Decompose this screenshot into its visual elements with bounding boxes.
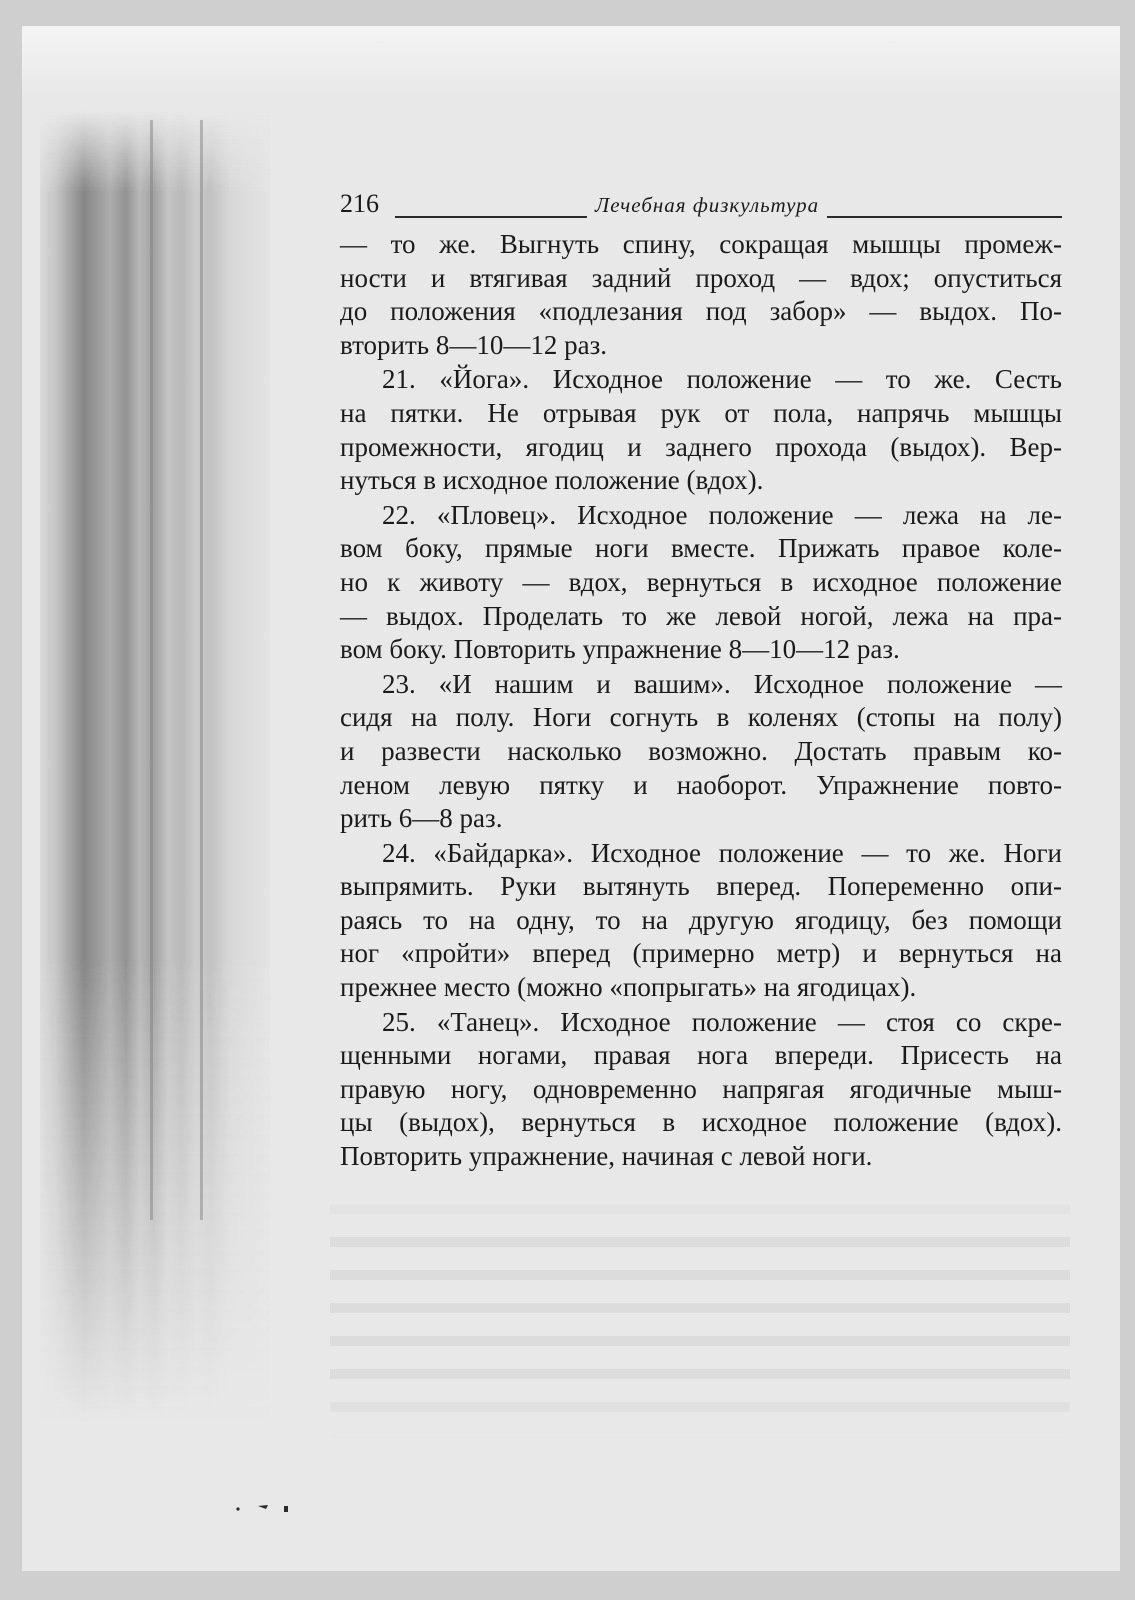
text-line: ности и втягивая задний проход — вдох; опуститься bbox=[340, 262, 1062, 293]
page-content bbox=[340, 176, 1062, 1174]
exercise-25-heading-line: 25. «Танец». Исходное положение — стоя со скре- bbox=[382, 1006, 1062, 1037]
gutter-streak bbox=[200, 120, 203, 1220]
text-line: щенными ногами, правая нога впереди. Присесть на bbox=[340, 1040, 1062, 1071]
exercise-24-heading-line: 24. «Байдарка». Исходное положение — то же. Ноги bbox=[382, 837, 1062, 868]
running-header bbox=[340, 176, 1062, 218]
bleed-through-text bbox=[330, 1190, 1070, 1440]
text-line: раясь то на одну, то на другую ягодицу, без помощи bbox=[340, 904, 1062, 935]
text-line: леном левую пятку и наоборот. Упражнение повто- bbox=[340, 769, 1062, 800]
text-line: Повторить упражнение, начиная с левой ноги. bbox=[340, 1141, 873, 1172]
text-line: сидя на полу. Ноги согнуть в коленях (стопы на полу) bbox=[340, 702, 1062, 733]
body-text bbox=[340, 228, 1062, 1174]
text-line: вом боку. Повторить упражнение 8—10—12 раз. bbox=[340, 634, 900, 665]
book-gutter-shadow bbox=[40, 110, 270, 1480]
text-line: правую ногу, одновременно напрягая ягодичные мыш- bbox=[340, 1073, 1062, 1104]
text-line: и развести насколько возможно. Достать правым ко- bbox=[340, 735, 1062, 766]
text-line: на пятки. Не отрывая рук от пола, напрячь мышцы bbox=[340, 397, 1062, 428]
text-line: но к животу — вдох, вернуться в исходное положение bbox=[340, 566, 1062, 597]
page-top-shade bbox=[22, 26, 1120, 96]
gutter-streak bbox=[150, 120, 153, 1220]
scan-speck-marks bbox=[232, 1500, 302, 1516]
text-line: вторить 8—10—12 раз. bbox=[340, 329, 607, 360]
text-line: промежности, ягодиц и заднего прохода (выдох). Вер- bbox=[340, 431, 1062, 462]
exercise-23-heading-line: 23. «И нашим и вашим». Исходное положение — bbox=[382, 668, 1062, 699]
exercise-21-heading-line: 21. «Йога». Исходное положение — то же. Сесть bbox=[382, 364, 1062, 395]
text-line: рить 6—8 раз. bbox=[340, 803, 503, 834]
page-number: 216 bbox=[340, 189, 395, 219]
exercise-22-heading-line: 22. «Пловец». Исходное положение — лежа на ле- bbox=[382, 499, 1062, 530]
text-line: нуться в исходное положение (вдох). bbox=[340, 465, 764, 496]
text-line: ног «пройти» вперед (примерно метр) и вернуться на bbox=[340, 938, 1062, 969]
text-line: выпрямить. Руки вытянуть вперед. Попеременно опи- bbox=[340, 871, 1062, 902]
text-line: до положения «подлезания под забор» — выдох. По- bbox=[340, 296, 1062, 327]
text-line: — выдох. Проделать то же левой ногой, лежа на пра- bbox=[340, 600, 1062, 631]
running-title: Лечебная физкультура bbox=[587, 192, 827, 218]
text-line: вом боку, прямые ноги вместе. Прижать правое коле- bbox=[340, 533, 1062, 564]
text-line: — то же. Выгнуть спину, сокращая мышцы промеж- bbox=[340, 229, 1062, 259]
text-line: цы (выдох), вернуться в исходное положение (вдох). bbox=[340, 1107, 1062, 1138]
text-line: прежнее место (можно «попрыгать» на ягодицах). bbox=[340, 972, 917, 1003]
